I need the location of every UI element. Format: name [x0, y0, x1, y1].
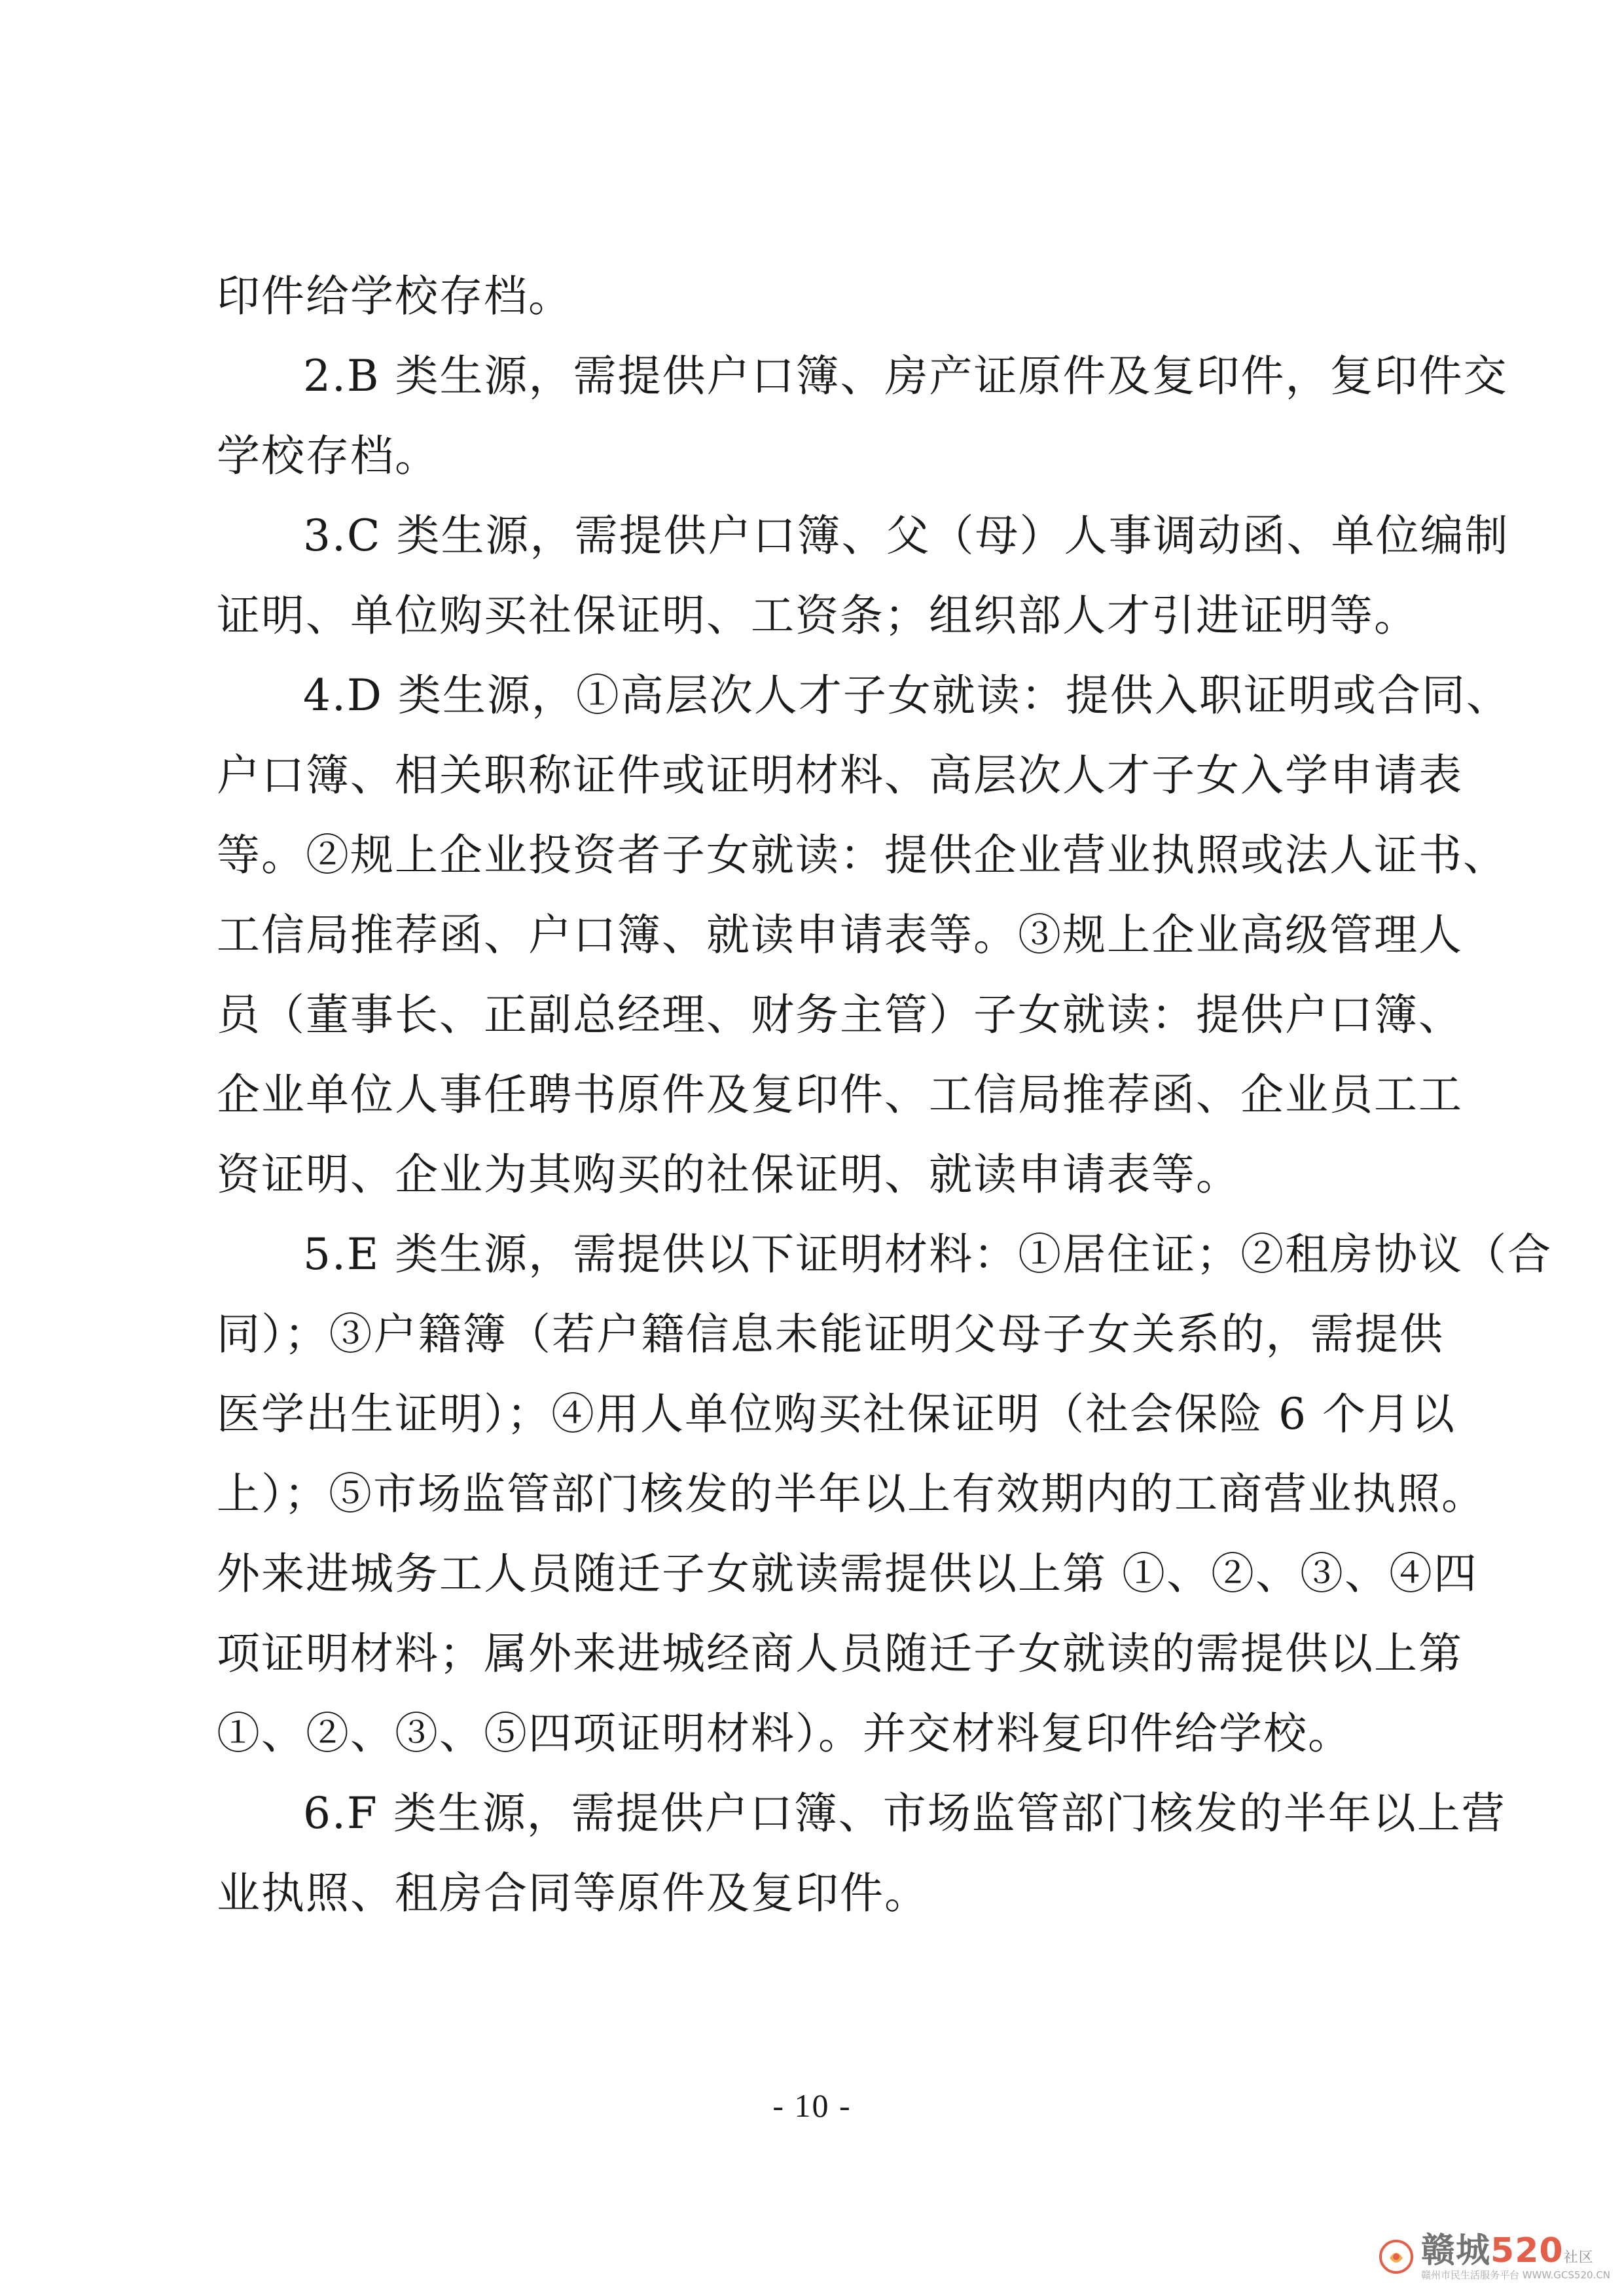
- watermark-brand: 赣城: [1421, 2231, 1491, 2270]
- text-line-18: 项证明材料；属外来进城经商人员随迁子女就读的需提供以上第: [217, 1628, 1463, 1679]
- text-line-12: 资证明、企业为其购买的社保证明、就读申请表等。: [217, 1149, 1240, 1200]
- watermark-subtitle: 赣州市民生活服务平台 WWW.GCS520.CN: [1421, 2269, 1611, 2281]
- text-line-7: 户口簿、相关职称证件或证明材料、高层次人才子女入学申请表: [217, 750, 1463, 800]
- site-watermark: [1378, 2227, 1614, 2287]
- text-line-8: 等。②规上企业投资者子女就读：提供企业营业执照或法人证书、: [217, 830, 1507, 880]
- text-line-19: ①、②、③、⑤四项证明材料）。并交材料复印件给学校。: [217, 1708, 1352, 1759]
- watermark-suffix: 社区: [1563, 2249, 1594, 2266]
- text-line-1: 印件给学校存档。: [217, 271, 573, 321]
- text-line-21: 业执照、租房合同等原件及复印件。: [217, 1868, 929, 1918]
- text-line-20: 6.F 类生源，需提供户口簿、市场监管部门核发的半年以上营: [303, 1788, 1506, 1839]
- text-line-5: 证明、单位购买社保证明、工资条；组织部人才引进证明等。: [217, 590, 1418, 641]
- text-line-11: 企业单位人事任聘书原件及复印件、工信局推荐函、企业员工工: [217, 1069, 1463, 1120]
- text-line-4: 3.C 类生源，需提供户口簿、父（母）人事调动函、单位编制: [303, 511, 1509, 561]
- text-line-13: 5.E 类生源，需提供以下证明材料：①居住证；②租房协议（合: [303, 1229, 1553, 1280]
- text-line-15: 医学出生证明）；④用人单位购买社保证明（社会保险 6 个月以: [217, 1389, 1456, 1439]
- text-line-16: 上）；⑤市场监管部门核发的半年以上有效期内的工商营业执照。: [217, 1469, 1486, 1519]
- watermark-number: 520: [1490, 2231, 1564, 2270]
- text-line-9: 工信局推荐函、户口簿、就读申请表等。③规上企业高级管理人: [217, 910, 1463, 960]
- text-line-10: 员（董事长、正副总经理、财务主管）子女就读：提供户口簿、: [217, 990, 1463, 1040]
- document-body: [217, 257, 1553, 1933]
- text-line-14: 同）；③户籍簿（若户籍信息未能证明父母子女关系的，需提供: [217, 1309, 1444, 1359]
- text-line-3: 学校存档。: [217, 431, 439, 481]
- text-line-17: 外来进城务工人员随迁子女就读需提供以上第 ①、②、③、④四: [217, 1549, 1478, 1599]
- text-line-2: 2.B 类生源，需提供户口簿、房产证原件及复印件，复印件交: [303, 351, 1508, 401]
- watermark-logo-icon: [1378, 2238, 1415, 2275]
- text-line-6: 4.D 类生源，①高层次人才子女就读：提供入职证明或合同、: [303, 670, 1511, 721]
- page-number: - 10 -: [772, 2087, 852, 2124]
